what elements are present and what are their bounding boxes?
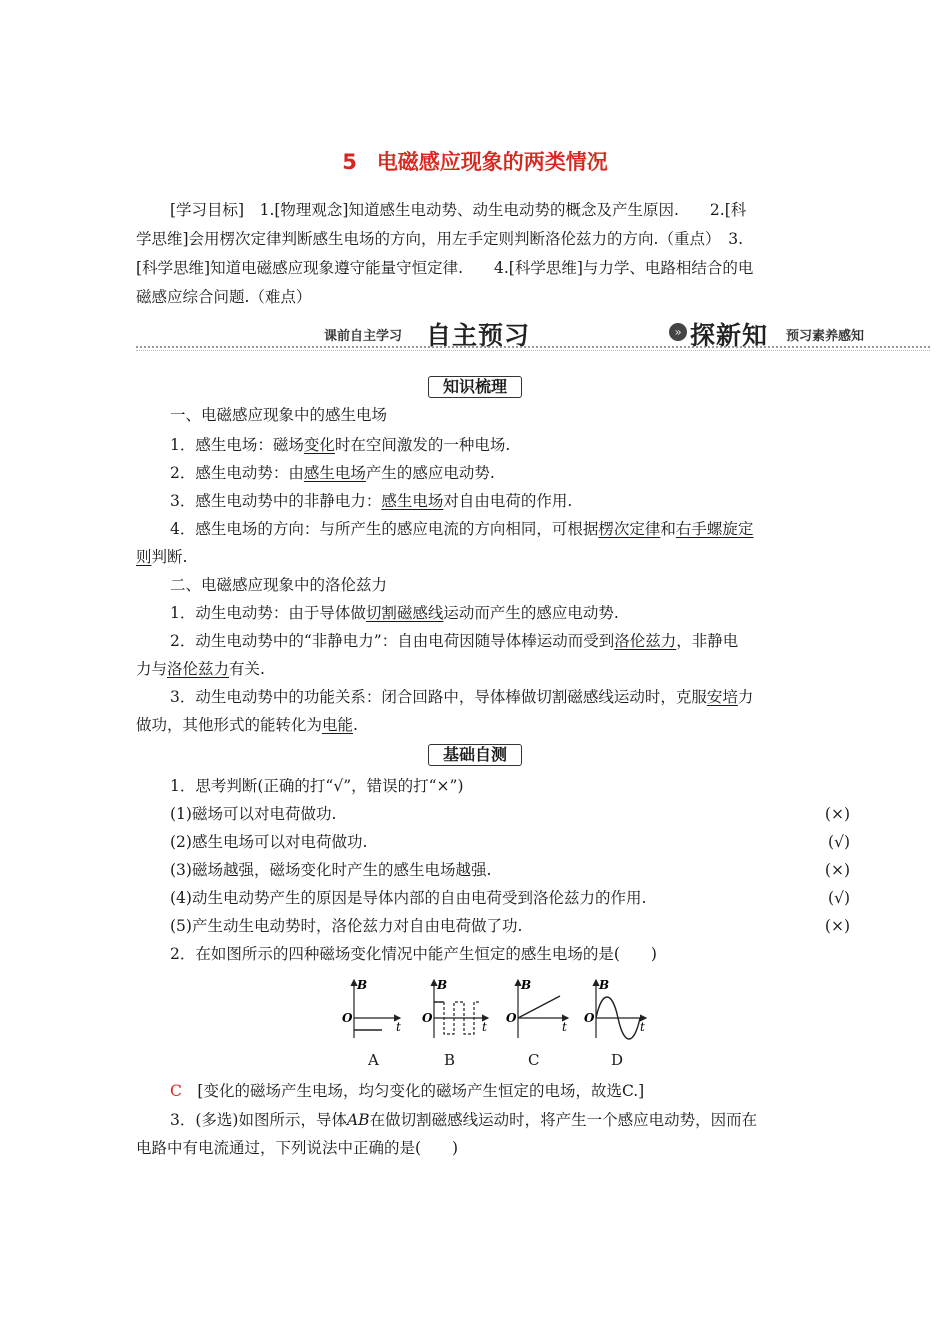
knowledge-item: 1．感生电场：磁场变化时在空间激发的一种电场. bbox=[170, 436, 511, 454]
axis-label: t bbox=[396, 1020, 401, 1034]
heading-text: 基础自测 bbox=[442, 745, 507, 764]
answer-letter: C bbox=[170, 1082, 182, 1100]
axis-label: t bbox=[640, 1020, 645, 1034]
heading-box bbox=[428, 376, 522, 398]
judgement-item: (4)动生电动势产生的原因是导体内部的自由电荷受到洛伦兹力的作用. (√) bbox=[136, 884, 850, 912]
graph-d bbox=[584, 978, 646, 1039]
judgement-mark: (×) bbox=[824, 917, 850, 935]
part1-title: 一、电磁感应现象中的感生电场 bbox=[170, 406, 388, 424]
key-term: 感生电场 bbox=[381, 492, 444, 510]
question-3-line: 3．(多选)如图所示，导体AB在做切割磁感线运动时，将产生一个感应电动势，因而在 bbox=[170, 1111, 758, 1129]
learning-objectives bbox=[136, 196, 816, 312]
knowledge-item: 1．动生电动势：由于导体做切割磁感线运动而产生的感应电动势. bbox=[170, 604, 619, 622]
graph-a bbox=[342, 978, 401, 1038]
section-number: 5 bbox=[342, 150, 357, 174]
banner-divider bbox=[136, 350, 930, 351]
question-1-title: 1．思考判断(正确的打“√”，错误的打“×”) bbox=[170, 777, 464, 795]
key-term: 洛伦兹力 bbox=[167, 660, 230, 678]
key-term: 感生电场 bbox=[303, 464, 366, 482]
knowledge-item: 3．动生电动势中的功能关系：闭合回路中，导体棒做切割磁感线运动时，克服安培力 bbox=[170, 688, 754, 706]
question-2-answer bbox=[136, 1077, 850, 1105]
judgement-mark: (√) bbox=[828, 889, 850, 907]
axis-label: t bbox=[482, 1020, 487, 1034]
knowledge-item: 2．感生电动势：由感生电场产生的感应电动势. bbox=[170, 464, 495, 482]
knowledge-item-cont: 做功，其他形式的能转化为电能. bbox=[136, 716, 358, 734]
judgement-mark: (√) bbox=[828, 833, 850, 851]
knowledge-item: 3．感生电动势中的非静电力：感生电场对自由电荷的作用. bbox=[170, 492, 573, 510]
objectives-line: [学习目标] 1.[物理观念]知道感生电动势、动生电动势的概念及产生原因. 2.[科 bbox=[170, 201, 747, 219]
title-text: 电磁感应现象的两类情况 bbox=[376, 150, 608, 174]
axis-label: B bbox=[521, 978, 532, 992]
key-term: 楞次定律 bbox=[598, 520, 661, 538]
axis-label: t bbox=[562, 1020, 567, 1034]
key-term: 洛伦兹力 bbox=[614, 632, 677, 650]
answer-explanation: [变化的磁场产生电场，均匀变化的磁场产生恒定的电场，故选C.] bbox=[197, 1082, 645, 1100]
banner-title-2: 探新知 bbox=[690, 321, 769, 350]
key-term: 变化 bbox=[303, 436, 335, 454]
objectives-line: 学思维]会用楞次定律判断感生电场的方向，用左手定则判断洛伦兹力的方向.（重点） 3. bbox=[136, 230, 744, 248]
heading-text: 知识梳理 bbox=[442, 377, 507, 396]
graph-c bbox=[506, 978, 568, 1038]
knowledge-item-cont: 力与洛伦兹力有关. bbox=[136, 660, 265, 678]
option-label-d: D bbox=[611, 1051, 624, 1069]
section-heading-knowledge bbox=[0, 376, 950, 398]
judgement-item: (2)感生电场可以对电荷做功. (√) bbox=[136, 828, 850, 856]
option-label-a: A bbox=[368, 1051, 379, 1069]
objectives-line: [科学思维]知道电磁感应现象遵守能量守恒定律. 4.[科学思维]与力学、电路相结合的电 bbox=[136, 259, 754, 277]
key-term: 右手螺旋定 bbox=[675, 520, 754, 538]
banner-title-1: 自主预习 bbox=[426, 321, 531, 350]
question-3-line: 电路中有电流通过，下列说法中正确的是( ) bbox=[136, 1139, 459, 1157]
key-term: 则 bbox=[136, 548, 152, 566]
banner-left-caption: 课前自主学习 bbox=[324, 329, 403, 344]
knowledge-item: 4．感生电场的方向：与所产生的感应电流的方向相同，可根据楞次定律和右手螺旋定 bbox=[170, 520, 754, 538]
judgement-item: (3)磁场越强，磁场变化时产生的感生电场越强. (×) bbox=[136, 856, 850, 884]
key-term: 电能 bbox=[322, 716, 354, 734]
knowledge-item-cont: 则判断. bbox=[136, 548, 188, 566]
bt-graphs-svg bbox=[340, 976, 660, 1051]
key-term: 切割磁感线 bbox=[365, 604, 444, 622]
axis-label: B bbox=[599, 978, 610, 992]
judgement-item: (1)磁场可以对电荷做功. (×) bbox=[136, 800, 850, 828]
part2-title: 二、电磁感应现象中的洛伦兹力 bbox=[170, 576, 388, 594]
knowledge-item: 2．动生电动势中的“非静电力”：自由电荷因随导体棒运动而受到洛伦兹力，非静电 bbox=[170, 632, 739, 650]
judgement-mark: (×) bbox=[824, 861, 850, 879]
graph-b bbox=[422, 978, 488, 1038]
key-term: 安培 bbox=[706, 688, 738, 706]
banner-divider bbox=[136, 346, 930, 348]
axis-label: O bbox=[422, 1011, 433, 1025]
objectives-line: 磁感应综合问题.（难点） bbox=[136, 288, 312, 306]
axis-label: O bbox=[584, 1011, 595, 1025]
axis-label: B bbox=[437, 978, 448, 992]
axis-label: O bbox=[506, 1011, 517, 1025]
axis-label: B bbox=[357, 978, 368, 992]
judgement-mark: (×) bbox=[824, 805, 850, 823]
bt-graphs-figure bbox=[340, 976, 660, 1076]
question-2-title: 2．在如图所示的四种磁场变化情况中能产生恒定的感生电场的是( ) bbox=[170, 945, 657, 963]
judgement-item: (5)产生动生电动势时，洛伦兹力对自由电荷做了功. (×) bbox=[136, 912, 850, 940]
section-banner bbox=[136, 318, 930, 358]
section-heading-selftest bbox=[0, 744, 950, 766]
page-title bbox=[0, 146, 950, 176]
option-label-c: C bbox=[528, 1051, 540, 1069]
heading-box bbox=[428, 744, 522, 766]
option-label-b: B bbox=[444, 1051, 456, 1069]
axis-label: O bbox=[342, 1011, 353, 1025]
chevron-right-icon: » bbox=[669, 323, 687, 341]
banner-right-caption: 预习素养感知 bbox=[786, 329, 865, 344]
